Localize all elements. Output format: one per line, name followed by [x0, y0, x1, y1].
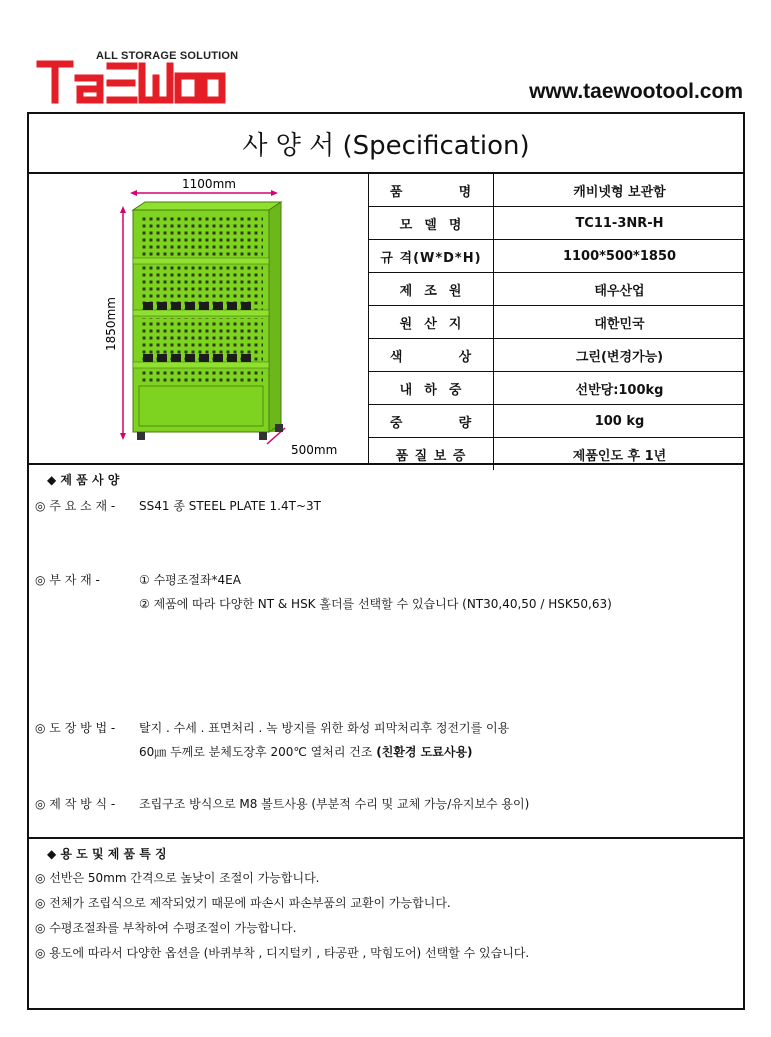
parts-item-1: ① 수평조절좌*4EA: [139, 573, 241, 587]
spec-key: 원 산 지: [369, 306, 494, 339]
spec-key: 모 델 명: [369, 207, 494, 240]
spec-value: 캐비넷형 보관함: [494, 174, 746, 207]
feature-item: ◎ 전체가 조립식으로 제작되었기 때문에 파손시 파손부품의 교환이 가능합니다.: [35, 896, 451, 910]
paint-label: ◎ 도 장 방 법 -: [35, 721, 116, 735]
spec-key: 내 하 중: [369, 372, 494, 405]
features-section: [29, 839, 743, 1008]
spec-table: [369, 174, 745, 470]
spec-key: 품 질 보 증: [369, 438, 494, 471]
product-spec-section: [29, 465, 743, 839]
spec-key: 중 량: [369, 405, 494, 438]
spec-value: 태우산업: [494, 273, 746, 306]
eco-paint-note: (친환경 도료사용): [376, 745, 473, 759]
feature-item: ◎ 용도에 따라서 다양한 옵션을 (바퀴부착 , 디지털키 , 타공판 , 막힘도어) 선택할 수 있습니다.: [35, 946, 530, 960]
feature-item: ◎ 선반은 50mm 간격으로 높낮이 조절이 가능합니다.: [35, 871, 320, 885]
brand-tagline: ALL STORAGE SOLUTION: [96, 50, 239, 62]
spec-value: 제품인도 후 1년: [572, 448, 667, 464]
section-heading: ◆ 용 도 및 제 품 특 징: [47, 847, 167, 861]
spec-area: [29, 174, 743, 465]
specification-sheet: [27, 112, 745, 1010]
spec-row: [369, 372, 745, 405]
section-heading: ◆ 제 품 사 양: [47, 473, 120, 487]
spec-key: 제 조 원: [369, 273, 494, 306]
paint-line-2-text: 60㎛ 두께로 분체도장후 200℃ 열처리 건조: [139, 745, 377, 759]
spec-value: 선반당:100kg: [494, 372, 746, 405]
make-value: 조립구조 방식으로 M8 볼트사용 (부분적 수리 및 교체 가능/유지보수 용이): [139, 797, 530, 811]
material-value: SS41 종 STEEL PLATE 1.4T~3T: [139, 499, 321, 513]
make-label: ◎ 제 작 방 식 -: [35, 797, 116, 811]
taewoo-logo: [36, 56, 226, 104]
spec-row: [369, 240, 745, 273]
spec-row: [369, 339, 745, 372]
material-label: ◎ 주 요 소 재 -: [35, 499, 116, 513]
parts-item-2: ② 제품에 따라 다양한 NT & HSK 홀더를 선택할 수 있습니다 (NT30,40,50 / HSK50,63): [139, 597, 612, 611]
website-url: www.taewootool.com: [529, 80, 743, 103]
depth-label: 500mm: [291, 443, 338, 457]
spec-row: [369, 306, 745, 339]
spec-value: 그린(변경가능): [494, 339, 746, 372]
product-image-cell: [29, 174, 369, 463]
spec-key: 규 격(W*D*H): [369, 240, 494, 273]
parts-label: ◎ 부 자 재 -: [35, 573, 100, 587]
cabinet-illustration: [29, 174, 367, 463]
spec-value: TC11-3NR-H: [494, 207, 746, 240]
document-title: 사 양 서 (Specification): [29, 114, 743, 174]
paint-line-1: 탈지 . 수세 . 표면처리 . 녹 방지를 위한 화성 피막처리후 정전기를 이용: [139, 721, 510, 735]
spec-value: 100 kg: [494, 405, 746, 438]
feature-item: ◎ 수평조절좌를 부착하여 수평조절이 가능합니다.: [35, 921, 297, 935]
spec-value: 대한민국: [494, 306, 746, 339]
spec-row: [369, 207, 745, 240]
spec-row: [369, 174, 745, 207]
paint-line-2: [139, 743, 473, 760]
spec-key: 색 상: [369, 339, 494, 372]
cabinet-body: [133, 202, 283, 440]
height-label: 1850mm: [104, 297, 118, 351]
width-label: 1100mm: [182, 177, 236, 191]
spec-value: 1100*500*1850: [494, 240, 746, 273]
spec-key: 품 명: [369, 174, 494, 207]
spec-row: [369, 273, 745, 306]
spec-row: [369, 405, 745, 438]
